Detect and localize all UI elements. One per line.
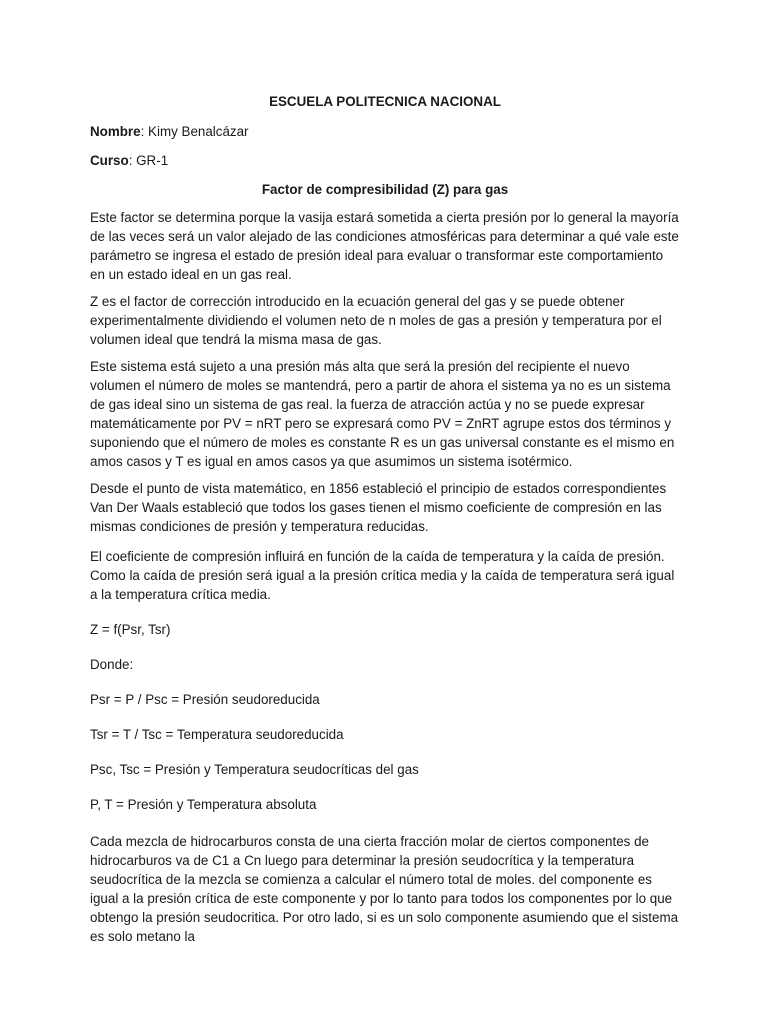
course-line [90,151,680,170]
formula-z: Z = f(Psr, Tsr) [90,622,171,637]
formula-psc-tsc: Psc, Tsc = Presión y Temperatura seudocríticas del gas [90,762,419,777]
course-label: Curso [90,153,129,168]
paragraph-van-der-waals: Desde el punto de vista matemático, en 1856 estableció el principio de estados correspondientes Van Der Waals estableció que todos los gases tienen el mismo coeficiente de compresión en las mismas condiciones de presión y temperatura reducidas. [90,481,667,534]
name-label: Nombre [90,124,141,139]
name-value: : Kimy Benalcázar [140,124,249,139]
paragraph-system: Este sistema está sujeto a una presión más alta que será la presión del recipiente el nuevo volumen el número de moles se mantendrá, pero a partir de ahora el sistema ya no es un sistema de gas ideal sino un sistema de gas real. la fuerza de atracción actúa y no se puede expresar matemáticamente por PV = nRT pero se expresará como PV = ZnRT agrupe estos dos términos y suponiendo que el número de moles es constante R es un gas universal constante es el mismo en amos casos y T es igual en amos casos ya que asumimos un sistema isotérmico. [90,359,675,469]
document-page [90,92,680,954]
document-title: Factor de compresibilidad (Z) para gas [261,182,509,197]
formula-p-t: P, T = Presión y Temperatura absoluta [90,797,317,812]
paragraph-hydrocarbon-mixture: Cada mezcla de hidrocarburos consta de una cierta fracción molar de ciertos componentes de hidrocarburos va de C1 a Cn luego para determinar la presión seudocrítica y la temperatura seudocrítica de la mezcla se comienza a calcular el número total de moles. del componente es igual a la presión crítica de este componente y por lo tanto para todos los componentes por lo que obtengo la presión seudocritica. Por otro lado, si es un solo componente asumiendo que el sistema es solo metano la [90,834,679,944]
paragraph-compression-coefficient: El coeficiente de compresión influirá en función de la caída de temperatura y la caída de presión. Como la caída de presión será igual a la presión crítica media y la caída de temperatura será igual a la temperatura crítica media. [90,549,675,602]
formula-tsr: Tsr = T / Tsc = Temperatura seudoreducida [90,727,344,742]
institution-heading: ESCUELA POLITECNICA NACIONAL [269,94,501,109]
paragraph-definition: Este factor se determina porque la vasija estará sometida a cierta presión por lo general la mayoría de las veces será un valor alejado de las condiciones atmosféricas para determinar a qué vale este parámetro se ingresa el estado de presión ideal para evaluar o transformar este comportamiento en un estado ideal en un gas real. [90,210,679,282]
name-line [90,122,680,141]
formula-psr: Psr = P / Psc = Presión seudoreducida [90,692,320,707]
course-value: : GR-1 [128,153,169,168]
formula-where: Donde: [90,657,134,672]
paragraph-z-factor: Z es el factor de corrección introducido en la ecuación general del gas y se puede obtener experimentalmente dividiendo el volumen neto de n moles de gas a presión y temperatura por el volumen ideal que tendrá la misma masa de gas. [90,294,662,347]
